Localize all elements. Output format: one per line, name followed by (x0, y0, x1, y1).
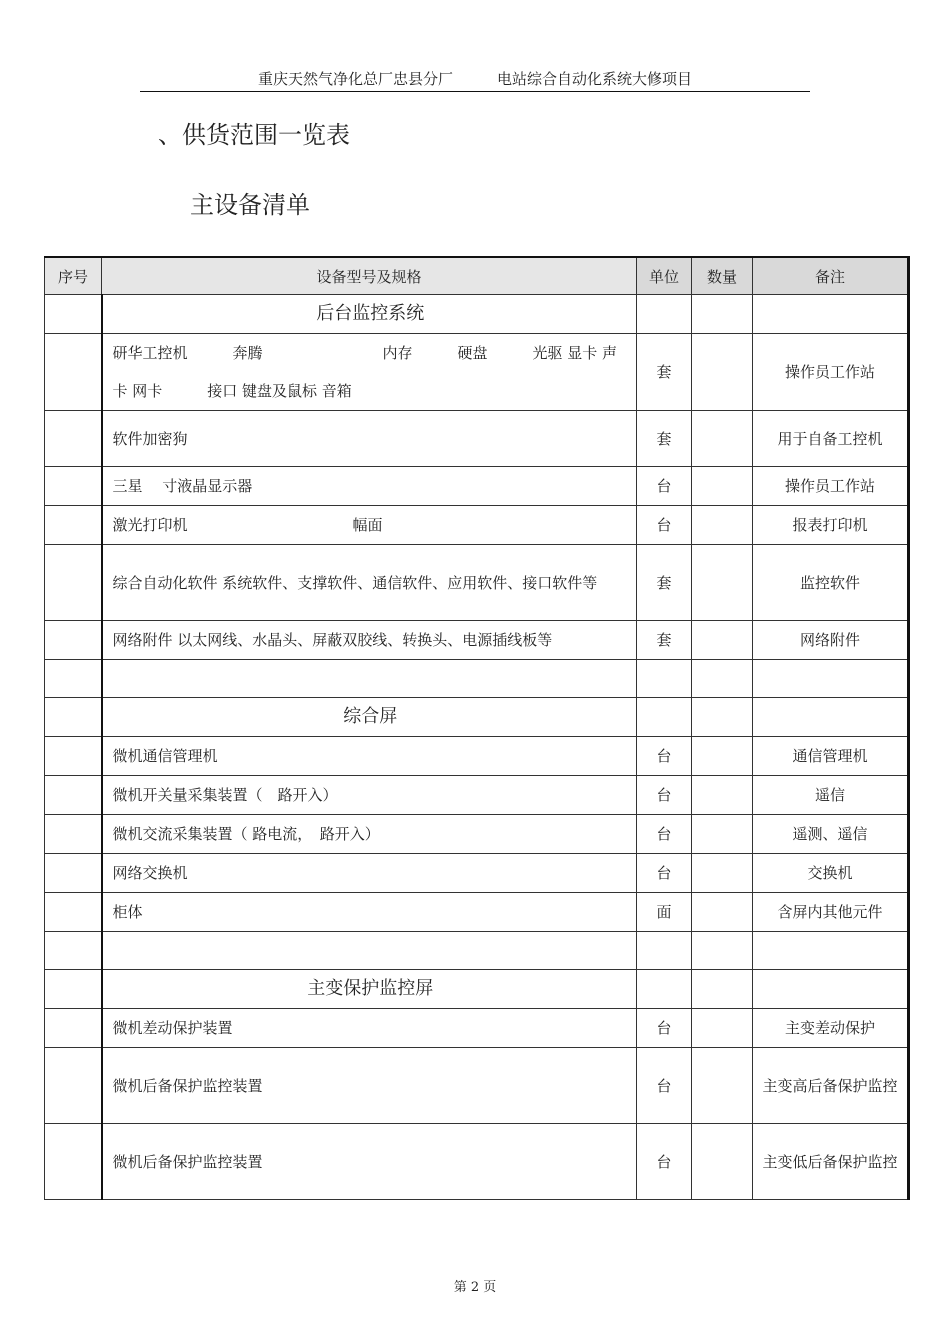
col-header-note: 备注 (753, 257, 909, 295)
cell-unit: 台 (637, 854, 692, 893)
section-title: 、供货范围一览表 (158, 121, 350, 149)
cell-unit (637, 295, 692, 334)
cell-spec: 综合自动化软件 系统软件、支撑软件、通信软件、应用软件、接口软件等 (102, 545, 637, 621)
cell-note: 主变高后备保护监控 (753, 1048, 909, 1124)
cell-qty (692, 295, 753, 334)
table-row (45, 334, 909, 411)
cell-unit: 台 (637, 1048, 692, 1124)
cell-spec: 微机后备保护监控装置 (102, 1048, 637, 1124)
cell-note (753, 932, 909, 970)
cell-spec: 三星 寸液晶显示器 (102, 467, 637, 506)
cell-index (45, 737, 102, 776)
table-row (45, 1124, 909, 1200)
cell-index (45, 815, 102, 854)
cell-qty (692, 660, 753, 698)
cell-index (45, 1009, 102, 1048)
col-header-spec: 设备型号及规格 (102, 257, 637, 295)
cell-note: 主变低后备保护监控 (753, 1124, 909, 1200)
table-row (45, 411, 909, 467)
cell-qty (692, 545, 753, 621)
cell-note: 通信管理机 (753, 737, 909, 776)
cell-index (45, 295, 102, 334)
cell-index (45, 1048, 102, 1124)
cell-note: 操作员工作站 (753, 467, 909, 506)
cell-qty (692, 776, 753, 815)
cell-spec: 柜体 (102, 893, 637, 932)
cell-qty (692, 854, 753, 893)
cell-note (753, 295, 909, 334)
cell-unit: 台 (637, 1009, 692, 1048)
cell-index (45, 698, 102, 737)
cell-spec: 网络交换机 (102, 854, 637, 893)
cell-index (45, 334, 102, 411)
cell-qty (692, 1048, 753, 1124)
table-header-row (45, 257, 909, 295)
cell-unit (637, 660, 692, 698)
cell-note: 含屏内其他元件 (753, 893, 909, 932)
cell-unit: 套 (637, 334, 692, 411)
cell-note: 遥测、遥信 (753, 815, 909, 854)
cell-qty (692, 1124, 753, 1200)
section-row (45, 970, 909, 1009)
cell-spec: 后台监控系统 (102, 295, 637, 334)
cell-index (45, 621, 102, 660)
cell-note (753, 970, 909, 1009)
col-header-qty: 数量 (692, 257, 753, 295)
cell-qty (692, 893, 753, 932)
table-row (45, 854, 909, 893)
sub-title: 主设备清单 (190, 191, 310, 219)
cell-qty (692, 506, 753, 545)
header-project: 电站综合自动化系统大修项目 (497, 70, 693, 88)
table-row (45, 621, 909, 660)
cell-spec: 微机交流采集装置（ 路电流， 路开入） (102, 815, 637, 854)
cell-note: 用于自备工控机 (753, 411, 909, 467)
cell-index (45, 776, 102, 815)
table-row (45, 815, 909, 854)
table-row (45, 660, 909, 698)
cell-unit (637, 932, 692, 970)
cell-index (45, 411, 102, 467)
table-row (45, 932, 909, 970)
col-header-unit: 单位 (637, 257, 692, 295)
cell-index (45, 660, 102, 698)
table-row (45, 1009, 909, 1048)
cell-index (45, 545, 102, 621)
cell-qty (692, 698, 753, 737)
cell-index (45, 932, 102, 970)
cell-note: 网络附件 (753, 621, 909, 660)
cell-spec: 综合屏 (102, 698, 637, 737)
cell-unit (637, 698, 692, 737)
cell-spec: 软件加密狗 (102, 411, 637, 467)
supply-table (44, 256, 910, 1200)
cell-note: 报表打印机 (753, 506, 909, 545)
cell-unit: 套 (637, 621, 692, 660)
cell-spec: 激光打印机 幅面 (102, 506, 637, 545)
cell-note: 交换机 (753, 854, 909, 893)
cell-unit: 台 (637, 737, 692, 776)
cell-note (753, 660, 909, 698)
cell-unit: 台 (637, 467, 692, 506)
col-header-index: 序号 (45, 257, 102, 295)
cell-qty (692, 621, 753, 660)
cell-spec: 微机开关量采集装置（ 路开入） (102, 776, 637, 815)
cell-spec (102, 932, 637, 970)
cell-index (45, 970, 102, 1009)
cell-note: 监控软件 (753, 545, 909, 621)
cell-spec: 网络附件 以太网线、水晶头、屏蔽双胶线、转换头、电源插线板等 (102, 621, 637, 660)
cell-unit (637, 970, 692, 1009)
cell-qty (692, 467, 753, 506)
cell-qty (692, 1009, 753, 1048)
cell-spec: 微机后备保护监控装置 (102, 1124, 637, 1200)
table-row (45, 467, 909, 506)
cell-unit: 套 (637, 545, 692, 621)
cell-qty (692, 815, 753, 854)
cell-note: 操作员工作站 (753, 334, 909, 411)
cell-note: 主变差动保护 (753, 1009, 909, 1048)
cell-note (753, 698, 909, 737)
table-row (45, 776, 909, 815)
cell-spec: 主变保护监控屏 (102, 970, 637, 1009)
cell-qty (692, 932, 753, 970)
page-header (140, 68, 810, 92)
cell-qty (692, 334, 753, 411)
cell-qty (692, 737, 753, 776)
table-row (45, 506, 909, 545)
section-row (45, 295, 909, 334)
table-row (45, 893, 909, 932)
cell-spec: 微机通信管理机 (102, 737, 637, 776)
cell-index (45, 467, 102, 506)
cell-index (45, 893, 102, 932)
cell-unit: 台 (637, 506, 692, 545)
cell-note: 遥信 (753, 776, 909, 815)
cell-spec: 微机差动保护装置 (102, 1009, 637, 1048)
page-number: 第 2 页 (453, 1280, 497, 1295)
cell-index (45, 854, 102, 893)
cell-spec: 研华工控机 奔腾 内存 硬盘 光驱 显卡 声卡 网卡 接口 键盘及鼠标 音箱 (102, 334, 637, 411)
cell-unit: 台 (637, 1124, 692, 1200)
cell-qty (692, 411, 753, 467)
cell-unit: 台 (637, 815, 692, 854)
cell-unit: 台 (637, 776, 692, 815)
table-row (45, 1048, 909, 1124)
cell-unit: 套 (637, 411, 692, 467)
cell-qty (692, 970, 753, 1009)
cell-unit: 面 (637, 893, 692, 932)
table-row (45, 545, 909, 621)
cell-spec (102, 660, 637, 698)
header-company: 重庆天然气净化总厂忠县分厂 (257, 70, 453, 88)
table-row (45, 737, 909, 776)
cell-index (45, 1124, 102, 1200)
section-row (45, 698, 909, 737)
cell-index (45, 506, 102, 545)
